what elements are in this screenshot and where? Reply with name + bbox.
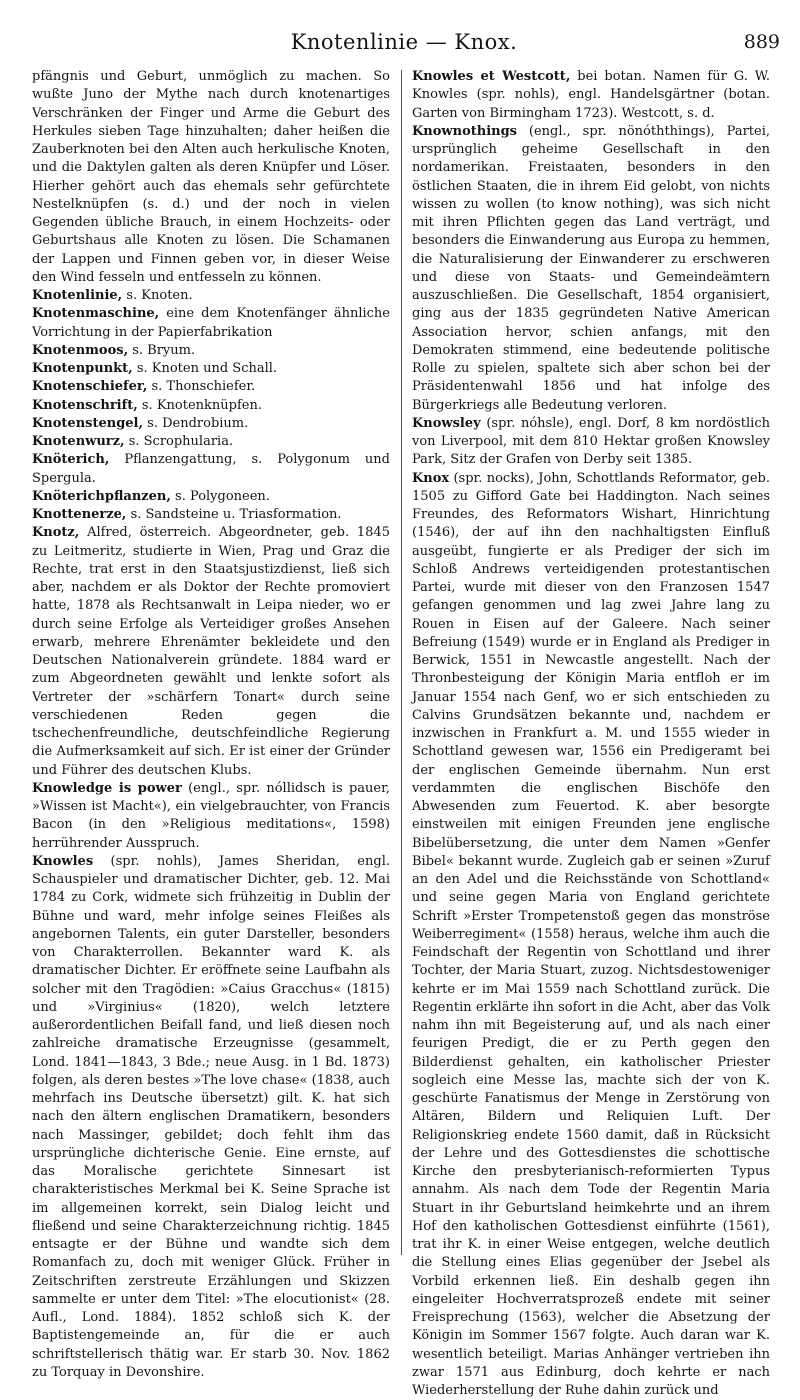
running-title: Knotenlinie — Knox. [28, 30, 780, 54]
dictionary-entry [32, 397, 390, 415]
left-column [32, 68, 390, 1260]
dictionary-entry [32, 451, 390, 488]
text-paragraph [32, 68, 390, 287]
entry-text: (engl., spr. nóllidsch is pauer, »Wissen ist Macht«), ein vielgebrauchter, von Francis Bacon (in den »Religious meditations«, 1598) herrührender Ausspruch. [32, 781, 390, 851]
dictionary-entry [32, 853, 390, 1382]
dictionary-entry [32, 360, 390, 378]
entry-text: (spr. nohls), James Sheridan, engl. Schauspieler und dramatischer Dichter, geb. 12. Mai 1784 zu Cork, widmete sich frühzeitig in Dublin der Bühne und ward, mehr infolge seines Fleißes als angebornen Talents, ein guter Darsteller, besonders von Charakterrollen. Bekannter ward K. als dramatischer Dichter. Er eröffnete seine Laufbahn als solcher mit den Tragödien: »Caius Gracchus« (1815) und »Virginius« (1820), welch letztere außerordentlichen Beifall fand, und ließ diesen noch zahlreiche dramatische Erzeugnisse (gesammelt, Lond. 1841—1843, 3 Bde.; neue Ausg. in 1 Bd. 1873) folgen, als deren bestes »The love chase« (1838, auch mehrfach ins Deutsche übersetzt) gilt. K. hat sich nach den ältern englischen Dramatikern, besonders nach Massinger, gebildet; doch fehlt ihm das ursprüngliche dichterische Genie. Eine ernste, auf das Moralische gerichtete Sinnesart ist charakteristisches Merkmal bei K. Seine Sprache ist im allgemeinen korrekt, sein Dialog leicht und fließend und seine Charakterzeichnung richtig. 1845 entsagte er der Bühne und wandte sich dem Romanfach zu, doch mit weniger Glück. Früher in Zeitschriften zerstreute Erzählungen und Skizzen sammelte er unter dem Titel: »The elocutionist« (28. Aufl., Lond. 1884). 1852 schloß sich K. der Baptistengemeinde an, für die er auch schriftstellerisch thätig war. Er starb 30. Nov. 1862 zu Torquay in Devonshire. [32, 854, 390, 1380]
entry-headword: Knowsley [412, 416, 481, 431]
column-divider [401, 70, 402, 1255]
entry-headword: Knotenmaschine, [32, 306, 159, 321]
entry-text: pfängnis und Geburt, unmöglich zu machen. So wußte Juno der Mythe nach durch knotenartiges Verschränken der Finger und Arme die Geburt des Herkules sieben Tage hinzuhalten; daher heißen die Zauberknoten bei den Alten auch herkulische Knoten, und die Daktylen galten als deren Knüpfer und Löser. Hierher gehört auch das ehemals sehr gefürchtete Nestelknüpfen (s. d.) und der noch in vielen Gegenden übliche Brauch, in einem Hochzeits- oder Geburtshaus alle Knoten zu lösen. Die Schamanen der Lappen und Finnen geben vor, in dieser Weise den Wind fesseln und entfesseln zu können. [32, 69, 390, 285]
entry-text: s. Sandsteine u. Triasformation. [126, 507, 341, 522]
dictionary-entry [32, 506, 390, 524]
entry-headword: Knotenpunkt, [32, 361, 133, 376]
entry-headword: Knotenwurz, [32, 434, 125, 449]
dictionary-entry [32, 433, 390, 451]
entry-text: s. Knoten und Schall. [133, 361, 277, 376]
entry-headword: Knöterich, [32, 452, 109, 467]
entry-text: s. Bryum. [128, 343, 195, 358]
entry-text: s. Knoten. [122, 288, 192, 303]
dictionary-entry [32, 378, 390, 396]
page-header [28, 30, 780, 60]
entry-headword: Knowledge is power [32, 781, 182, 796]
entry-text: s. Scrophularia. [125, 434, 234, 449]
entry-text: s. Knotenknüpfen. [138, 398, 262, 413]
entry-headword: Knotenschiefer, [32, 379, 147, 394]
entry-headword: Knotenlinie, [32, 288, 122, 303]
entry-headword: Knox [412, 471, 449, 486]
entry-headword: Knottenerze, [32, 507, 126, 522]
entry-headword: Knotenmoos, [32, 343, 128, 358]
dictionary-entry [412, 68, 770, 123]
entry-headword: Knotenstengel, [32, 416, 143, 431]
dictionary-entry [412, 123, 770, 415]
entry-text: s. Polygoneen. [171, 489, 270, 504]
dictionary-entry [32, 780, 390, 853]
entry-headword: Knowles et Westcott, [412, 69, 570, 84]
entry-text: Alfred, österreich. Abgeordneter, geb. 1845 zu Leitmeritz, studierte in Wien, Prag und Graz die Rechte, trat erst in den Staatsjustizdienst, ließ sich aber, nachdem er als Doktor der Rechte promoviert hatte, 1878 als Rechtsanwalt in Leipa nieder, wo er durch seine Erfolge als Verteidiger großes Ansehen erwarb, mehrere Ehrenämter bekleidete und den Deutschen Nationalverein gründete. 1884 ward er zum Abgeordneten gewählt und lenkte sofort als Vertreter der »schärfern Tonart« durch seine verschiedenen Reden gegen die tschechenfreundliche, deutschfeindliche Regierung die Aufmerksamkeit auf sich. Er ist einer der Gründer und Führer des deutschen Klubs. [32, 525, 390, 777]
entry-text: s. Dendrobium. [143, 416, 248, 431]
entry-text: (spr. nóhsle), engl. Dorf, 8 km nordöstlich von Liverpool, mit dem 810 Hektar großen Knowsley Park, Sitz der Grafen von Derby seit 1385. [412, 416, 770, 468]
entry-headword: Knownothings [412, 124, 517, 139]
right-column [412, 68, 770, 1260]
dictionary-entry [412, 415, 770, 470]
entry-text: Pflanzengattung, s. Polygonum und Spergula. [32, 452, 390, 485]
page-number: 889 [744, 31, 780, 53]
dictionary-entry [32, 488, 390, 506]
dictionary-entry [32, 305, 390, 342]
entry-headword: Knöterichpflanzen, [32, 489, 171, 504]
entry-headword: Knotenschrift, [32, 398, 138, 413]
entry-text: eine dem Knotenfänger ähnliche Vorrichtung in der Papierfabrikation [32, 306, 390, 339]
entry-headword: Knowles [32, 854, 93, 869]
dictionary-entry [32, 342, 390, 360]
dictionary-entry [32, 524, 390, 780]
dictionary-entry [412, 470, 770, 1400]
entry-headword: Knotz, [32, 525, 79, 540]
entry-text: (spr. nocks), John, Schottlands Reformator, geb. 1505 zu Gifford Gate bei Haddington. Nach seines Freundes, des Reformators Wishart, Hinrichtung (1546), der auf ihn den nachhaltigsten Einfluß ausgeübt, fungierte er als Prediger der sich im Schloß Andrews verteidigenden protestantischen Partei, wurde mit dieser von den Franzosen 1547 gefangen genommen und lag zwei Jahre lang zu Rouen in Eisen auf der Galeere. Nach seiner Befreiung (1549) wurde er in England als Prediger in Berwick, 1551 in Newcastle angestellt. Nach der Thronbesteigung der Königin Maria entfloh er im Januar 1554 nach Genf, wo er sich entschieden zu Calvins Grundsätzen bekannte und, nachdem er inzwischen in Frankfurt a. M. und 1555 wieder in Schottland gewesen war, 1556 ein Predigeramt bei der englischen Gemeinde übernahm. Nun erst verdammten die englischen Bischöfe den Abwesenden zum Feuertod. K. aber besorgte einstweilen mit einigen Freunden jene englische Bibelübersetzung, die unter dem Namen »Genfer Bibel« bekannt wurde. Zugleich gab er seinen »Zuruf an den Adel und die Reichsstände von Schottland« und seine gegen Maria von England gerichtete Schrift »Erster Trompetenstoß gegen das monströse Weiberregiment« (1558) heraus, welche ihm auch die Feindschaft der Regentin von Schottland und ihrer Tochter, der Maria Stuart, zuzog. Nichtsdestoweniger kehrte er im Mai 1559 nach Schottland zurück. Die Regentin erklärte ihn sofort in die Acht, aber das Volk nahm ihn mit Begeisterung auf, und als nach einer feurigen Predigt, die er zu Perth gegen den Bilderdienst gehalten, ein katholischer Priester sogleich eine Messe las, machte sich der von K. geschürte Fanatismus der Menge in Zerstörung von Altären, Bildern und Reliquien Luft. Der Religionskrieg endete 1560 damit, daß in Rücksicht der Lehre und des Gottesdienstes die schottische Kirche den presbyterianisch-reformierten Typus annahm. Als nach dem Tode der Regentin Maria Stuart in ihr Geburtsland heimkehrte und an ihrem Hof den katholischen Gottesdienst einführte (1561), trat ihr K. in einer Weise entgegen, welche deutlich die Stellung eines Elias gegenüber der Jsebel als Vorbild erkennen ließ. Ein deshalb gegen ihn eingeleiter Hochverratsprozeß endete mit seiner Freisprechung (1563), welcher die Absetzung der Königin im Sommer 1567 folgte. Auch daran war K. wesentlich beteiligt. Marias Anhänger vertrieben ihn zwar 1571 aus Edinburg, doch kehrte er nach Wiederherstellung der Ruhe dahin zurück und [412, 471, 770, 1399]
dictionary-entry [32, 415, 390, 433]
entry-text: (engl., spr. nönóththings), Partei, ursprünglich geheime Gesellschaft in den nordamerikan. Freistaaten, besonders in den östlichen Staaten, die in ihrem Eid gelobt, von nichts wissen zu wollen (to know nothing), was sich nicht mit ihren Pflichten gegen das Land verträgt, und besonders die Einwanderung aus Europa zu hemmen, die Naturalisierung der Einwanderer zu erschweren und diese von Staats- und Gemeindeämtern auszuschließen. Die Gesellschaft, 1854 organisiert, ging aus der 1835 gegründeten Native American Association hervor, schien anfangs, mit den Demokraten stimmend, eine bedeutende politische Rolle zu spielen, spaltete sich aber schon bei der Präsidentenwahl 1856 und hat infolge des Bürgerkriegs alle Bedeutung verloren. [412, 124, 770, 413]
entry-text: s. Thonschiefer. [147, 379, 255, 394]
dictionary-entry [32, 287, 390, 305]
entry-text: bei botan. Namen für G. W. Knowles (spr. nohls), engl. Handelsgärtner (botan. Garten von Birmingham 1723). Westcott, s. d. [412, 69, 770, 121]
